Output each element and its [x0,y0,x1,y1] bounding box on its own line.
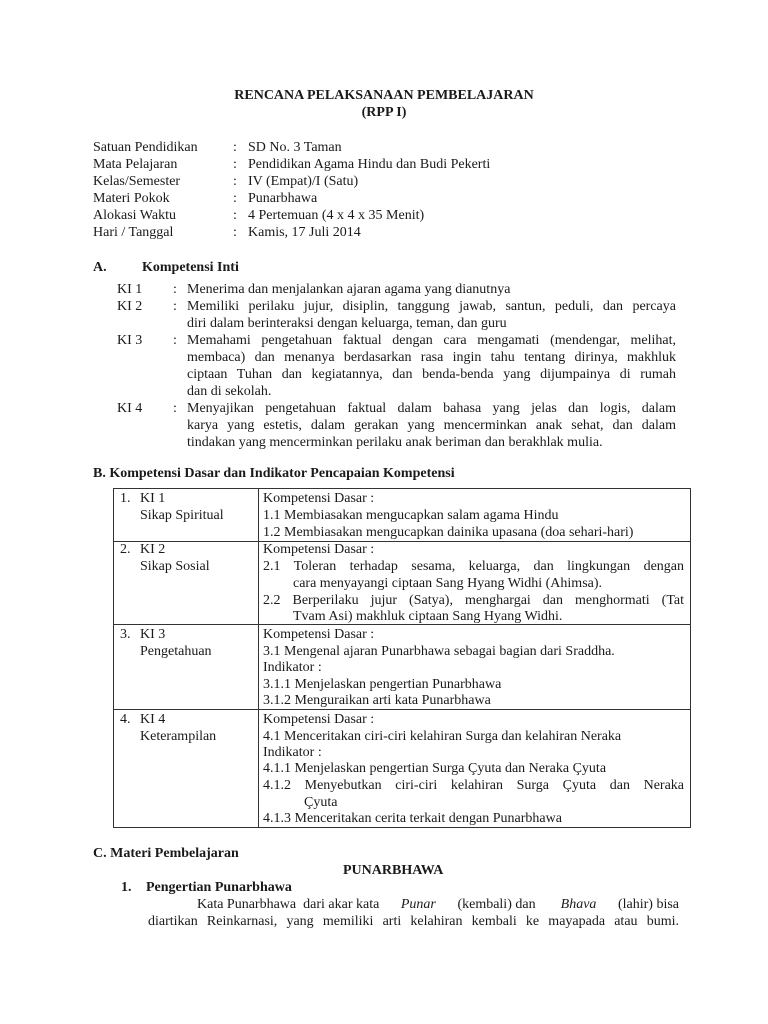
row-line: Tvam Asi) makhluk ciptaan Sang Hyang Widhi. [293,609,563,624]
section-c-heading: C. Materi Pembelajaran [93,846,239,861]
identity-label: Materi Pokok [93,191,170,206]
row-line: cara menyayangi ciptaan Sang Hyang Widhi (Ahimsa). [293,576,603,591]
row-ki: KI 3 [140,627,166,642]
identity-label: Kelas/Semester [93,174,181,189]
section-a-heading: Kompetensi Inti [142,260,239,275]
row-line: 1.2 Membiasakan mengucapkan dainika upasana (doa sehari-hari) [263,525,634,540]
section-b-heading: B. Kompetensi Dasar dan Indikator Pencapaian Kompetensi [93,466,455,481]
paragraph-text: Kata Punarbhawa dari akar kata [197,897,383,912]
identity-value: Punarbhawa [248,191,318,206]
section-a-marker: A. [93,260,107,275]
row-line: 4.1.1 Menjelaskan pengertian Surga Çyuta dan Neraka Çyuta [263,761,607,776]
row-number: 2. [120,542,131,557]
term-bhava: Bhava [560,897,597,912]
row-line: 2.1 Toleran terhadap sesama, keluarga, dan lingkungan dengan [263,559,684,574]
ki-code: KI 4 [117,401,143,416]
table-border [113,709,691,710]
identity-value: Pendidikan Agama Hindu dan Budi Pekerti [248,157,491,172]
row-line: 3.1.2 Menguraikan arti kata Punarbhawa [263,693,491,708]
ki-text-line: membaca) dan menanya berdasarkan rasa ingin tahu tentang dirinya, makhluk [187,350,676,365]
document-subtitle: (RPP I) [361,105,407,120]
ki-text-line: dan di sekolah. [187,384,272,399]
identity-label: Mata Pelajaran [93,157,178,172]
paragraph-line [197,896,679,913]
ki-code: KI 1 [117,282,143,297]
subsection-number: 1. [121,880,132,895]
table-border [113,488,691,489]
identity-separator: : [233,225,237,240]
row-line: 2.2 Berperilaku jujur (Satya), menghargai dan menghormati (Tat [263,593,684,608]
table-border [113,488,114,828]
ki-separator: : [173,333,177,348]
identity-value: SD No. 3 Taman [248,140,342,155]
document-title: RENCANA PELAKSANAAN PEMBELAJARAN [234,88,534,103]
identity-separator: : [233,208,237,223]
ki-separator: : [173,282,177,297]
subsection-heading: Pengertian Punarbhawa [146,880,292,895]
identity-separator: : [233,174,237,189]
row-line: 4.1 Menceritakan ciri-ciri kelahiran Surga dan kelahiran Neraka [263,729,622,744]
table-border [690,488,691,828]
row-aspect: Sikap Sosial [140,559,210,574]
ki-text-line: diri dalam berinteraksi dengan keluarga, teman, dan guru [187,316,507,331]
ki-separator: : [173,401,177,416]
identity-value: 4 Pertemuan (4 x 4 x 35 Menit) [248,208,425,223]
row-ki: KI 4 [140,712,166,727]
table-border [258,488,259,828]
identity-separator: : [233,191,237,206]
row-number: 3. [120,627,131,642]
ki-text-line: Menyajikan pengetahuan faktual dalam bahasa yang jelas dan logis, dalam [187,401,676,416]
table-border [113,541,691,542]
row-aspect: Sikap Spiritual [140,508,224,523]
row-line: 3.1.1 Menjelaskan pengertian Punarbhawa [263,677,502,692]
identity-separator: : [233,140,237,155]
row-line: Kompetensi Dasar : [263,491,375,506]
ki-text-line: karya yang estetis, dalam gerakan yang mencerminkan anak sehat, dan dalam [187,418,676,433]
row-aspect: Keterampilan [140,729,217,744]
row-ki: KI 2 [140,542,166,557]
ki-text-line: tindakan yang mencerminkan perilaku anak beriman dan berakhlak mulia. [187,435,603,450]
identity-separator: : [233,157,237,172]
paragraph-text: (kembali) dan [453,897,543,912]
ki-code: KI 2 [117,299,143,314]
row-line: Kompetensi Dasar : [263,712,375,727]
paragraph-line: diartikan Reinkarnasi, yang memiliki arti kelahiran kembali ke mayapada atau bumi. [148,914,679,929]
materi-title: PUNARBHAWA [343,863,444,878]
identity-value: IV (Empat)/I (Satu) [248,174,359,189]
row-line: 4.1.3 Menceritakan cerita terkait dengan Punarbhawa [263,811,562,826]
ki-text-line: ciptaan Tuhan dan kegiatannya, dan benda-benda yang dijumpainya di rumah [187,367,676,382]
ki-text-line: Menerima dan menjalankan ajaran agama yang dianutnya [187,282,511,297]
row-aspect: Pengetahuan [140,644,212,659]
term-punar: Punar [400,897,436,912]
row-number: 1. [120,491,131,506]
row-line: Indikator : [263,745,322,760]
identity-value: Kamis, 17 Juli 2014 [248,225,361,240]
row-line: 4.1.2 Menyebutkan ciri-ciri kelahiran Surga Çyuta dan Neraka [263,778,684,793]
ki-separator: : [173,299,177,314]
row-line: Kompetensi Dasar : [263,542,375,557]
row-line: Indikator : [263,660,322,675]
ki-text-line: Memahami pengetahuan faktual dengan cara mengamati (mendengar, melihat, [187,333,676,348]
row-line: 1.1 Membiasakan mengucapkan salam agama Hindu [263,508,559,523]
identity-label: Hari / Tanggal [93,225,174,240]
paragraph-text: (lahir) bisa [614,897,679,912]
ki-code: KI 3 [117,333,143,348]
row-line: Çyuta [304,795,338,810]
row-line: Kompetensi Dasar : [263,627,375,642]
row-ki: KI 1 [140,491,166,506]
identity-label: Satuan Pendidikan [93,140,198,155]
ki-text-line: Memiliki perilaku jujur, disiplin, tanggung jawab, santun, peduli, dan percaya [187,299,676,314]
row-number: 4. [120,712,131,727]
row-line: 3.1 Mengenal ajaran Punarbhawa sebagai bagian dari Sraddha. [263,644,615,659]
identity-label: Alokasi Waktu [93,208,176,223]
table-border [113,827,691,828]
